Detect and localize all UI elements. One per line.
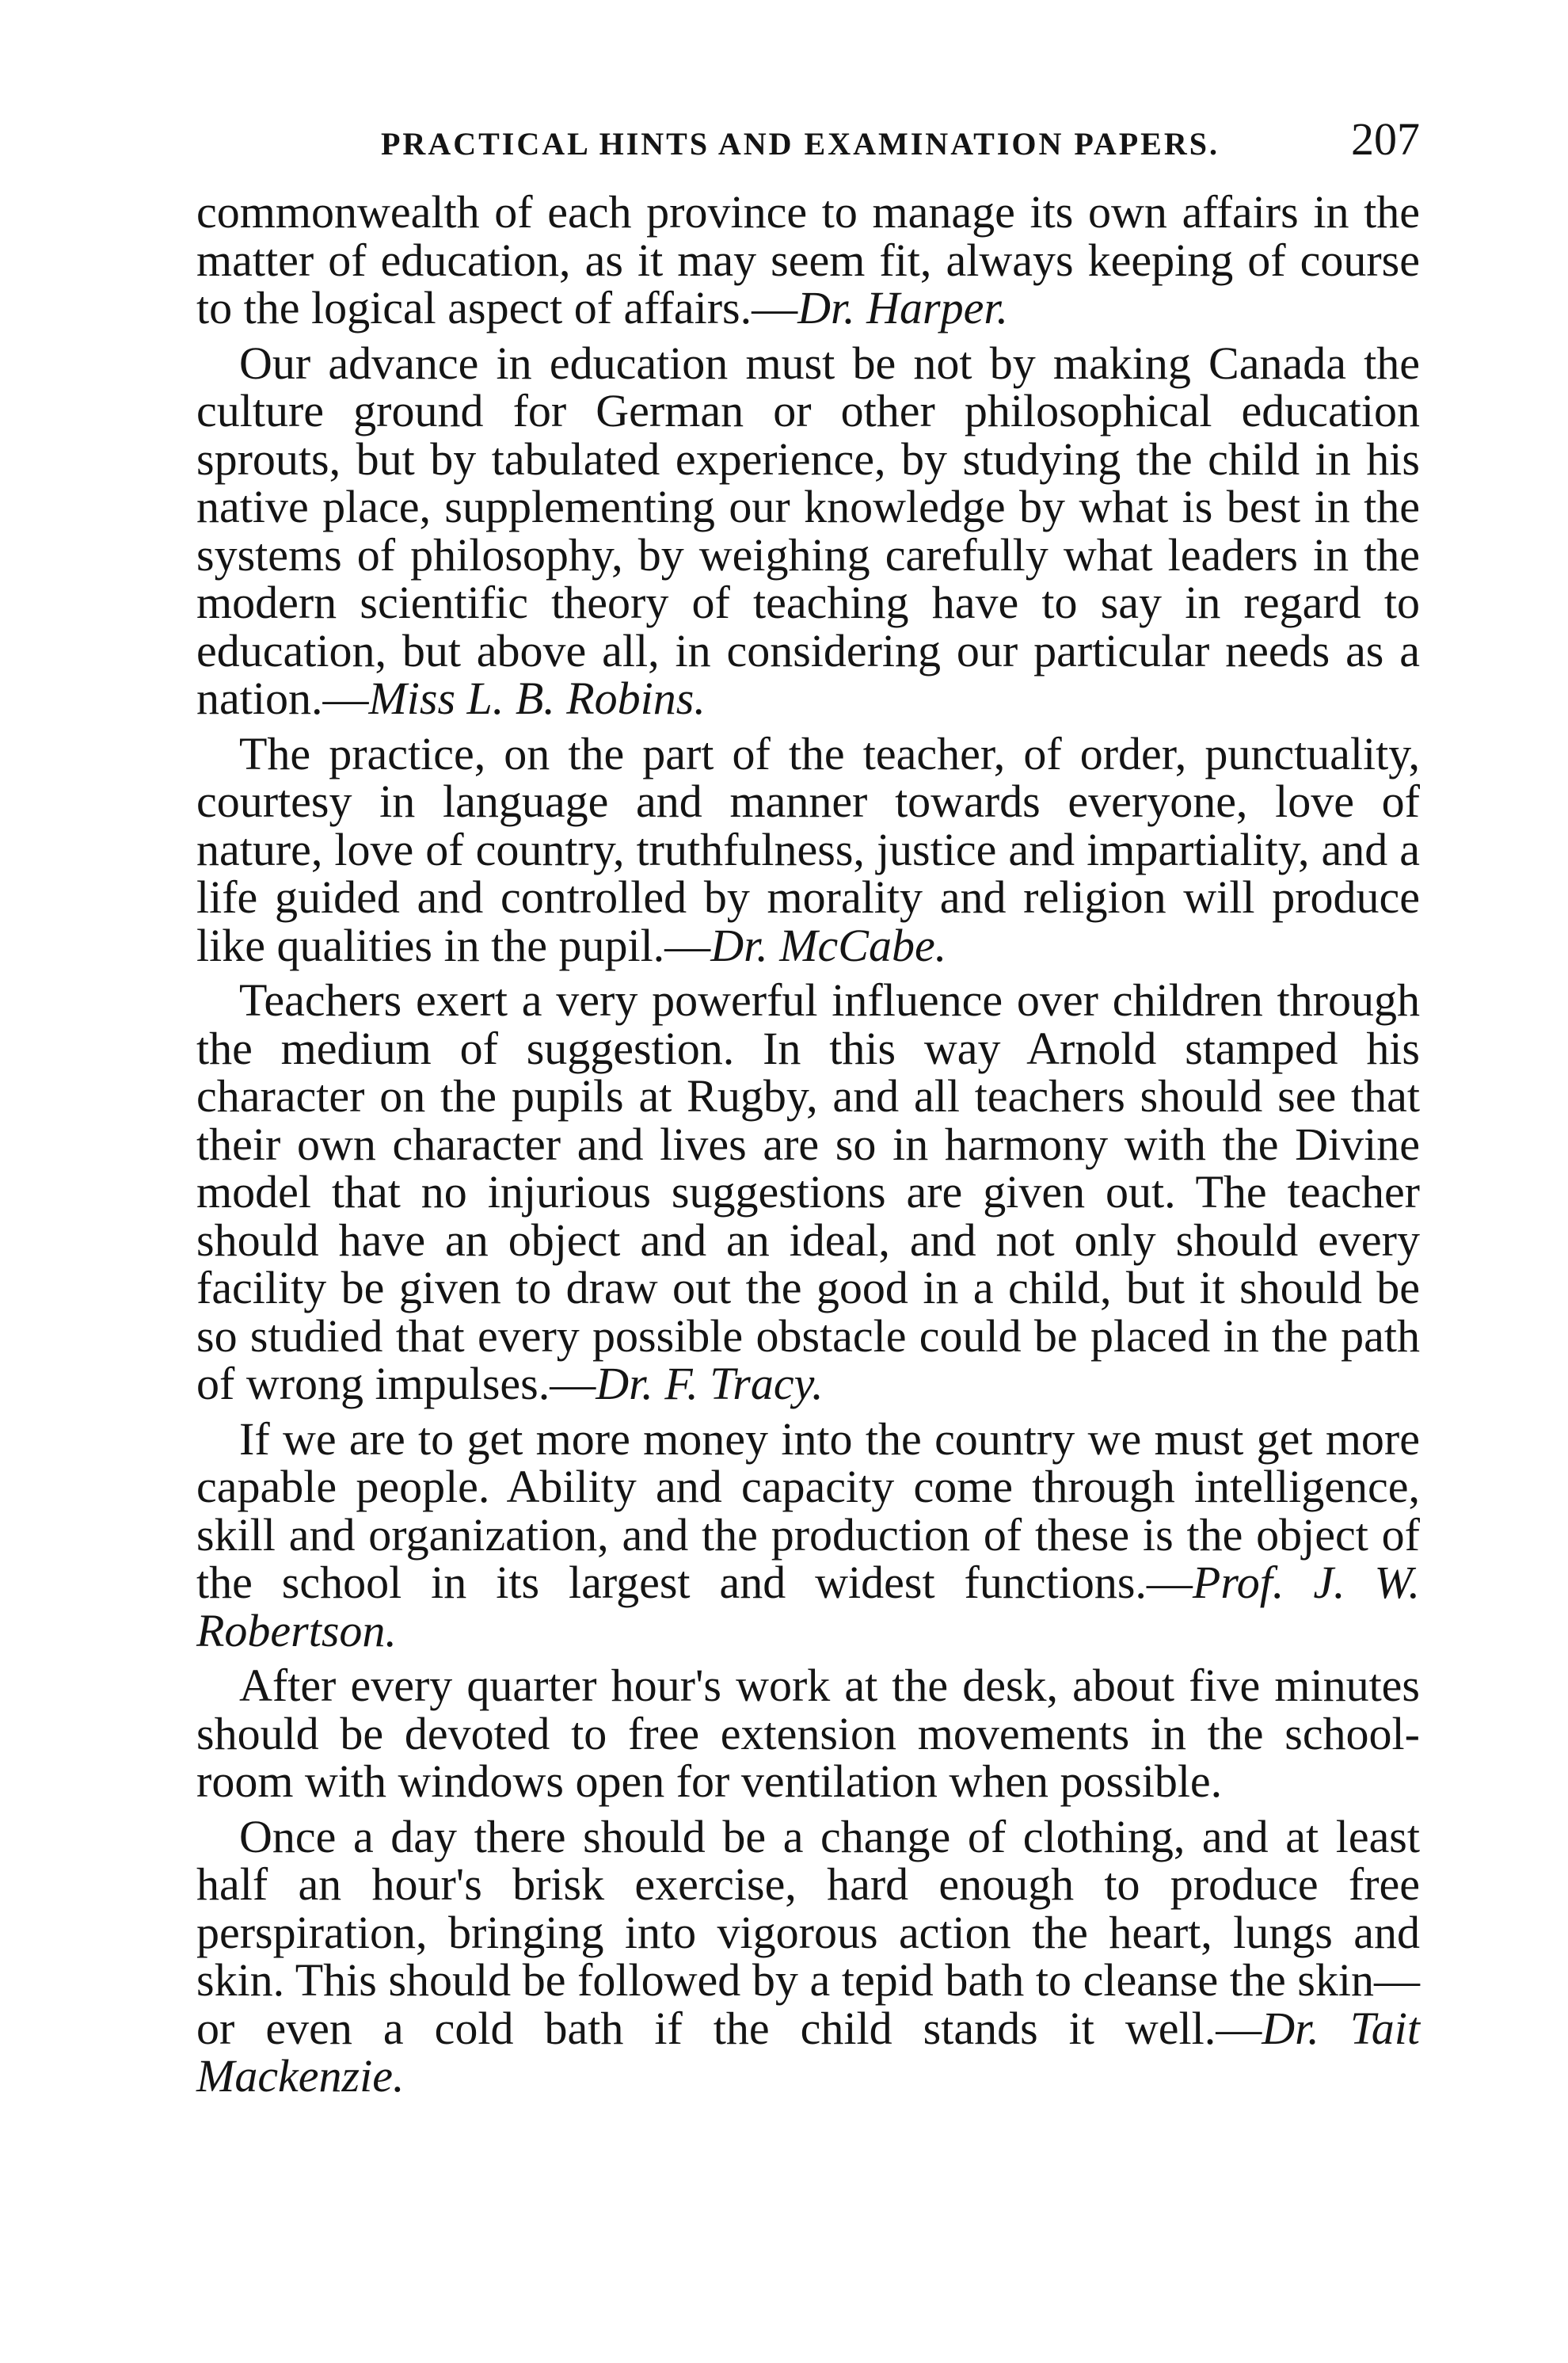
paragraph-text: The practice, on the part of the teacher, of order, punctuality, courtesy in language and manner towards everyone, love of nature, love of country, truthfulness, justice and impartiality, and a life guided and controlled by morality and religion will produce like qualities in the pupil.—: [196, 727, 1420, 971]
page-header: [196, 111, 1420, 174]
paragraph-mccabe: [196, 727, 1420, 971]
paragraph-robins: [196, 337, 1420, 724]
paragraph-harper: [196, 186, 1420, 333]
paragraph-text: Teachers exert a very powerful influence over children through the medium of suggestion. In this way Arnold stamped his character on the pupils at Rugby, and all teachers should see that their own character and lives are so in harmony with the Divine model that no injurious suggestions are given out. The teacher should have an object and an ideal, and not only should every facility be given to draw out the good in a child, but it should be so studied that every possible obstacle could be placed in the path of wrong impulses.—: [196, 974, 1420, 1409]
attribution: Dr. Harper.: [797, 282, 1008, 333]
page-body: [196, 186, 1420, 2102]
paragraph-text: commonwealth of each province to manage its own affairs in the matter of education, as it may seem fit, always keeping of course to the logical aspect of affairs.—: [196, 186, 1420, 333]
page-number: 207: [1351, 113, 1420, 165]
paragraph-text: If we are to get more money into the country we must get more capable people. Ability and capacity come through intelligence, skill and organization, and the production of these is the object of the school in its largest and widest functions.—: [196, 1412, 1420, 1608]
paragraph-text: After every quarter hour's work at the desk, about five minutes should be devoted to free extension movements in the school-room with windows open for ventilation when possible.: [196, 1660, 1420, 1807]
paragraph-robertson: [196, 1412, 1420, 1656]
paragraph-tracy: [196, 974, 1420, 1409]
running-title: PRACTICAL HINTS AND EXAMINATION PAPERS.: [381, 126, 1220, 162]
paragraph-text: Once a day there should be a change of clothing, and at least half an hour's brisk exercise, hard enough to produce free perspiration, bringing into vigorous action the heart, lungs and skin. This should be followed by a tepid bath to cleanse the skin—or even a cold bath if the child stands it well.—: [196, 1810, 1420, 2054]
book-page: [196, 111, 1420, 2101]
attribution: Dr. Tait Mackenzie.: [196, 2002, 1420, 2102]
attribution: Miss L. B. Robins.: [368, 673, 706, 724]
paragraph-text: Our advance in education must be not by making Canada the culture ground for German or other philosophical education sprouts, but by tabulated experience, by studying the child in his native place, supplementing our knowledge by what is best in the systems of philosophy, by weighing carefully what leaders in the modern scientific theory of teaching have to say in regard to education, but above all, in considering our particular needs as a nation.—: [196, 337, 1420, 724]
paragraph-mackenzie: [196, 1810, 1420, 2102]
attribution: Dr. F. Tracy.: [596, 1358, 824, 1409]
attribution: Dr. McCabe.: [710, 919, 947, 971]
attribution: Prof. J. W. Robertson.: [196, 1557, 1420, 1656]
paragraph-extension-movements: [196, 1662, 1420, 1806]
